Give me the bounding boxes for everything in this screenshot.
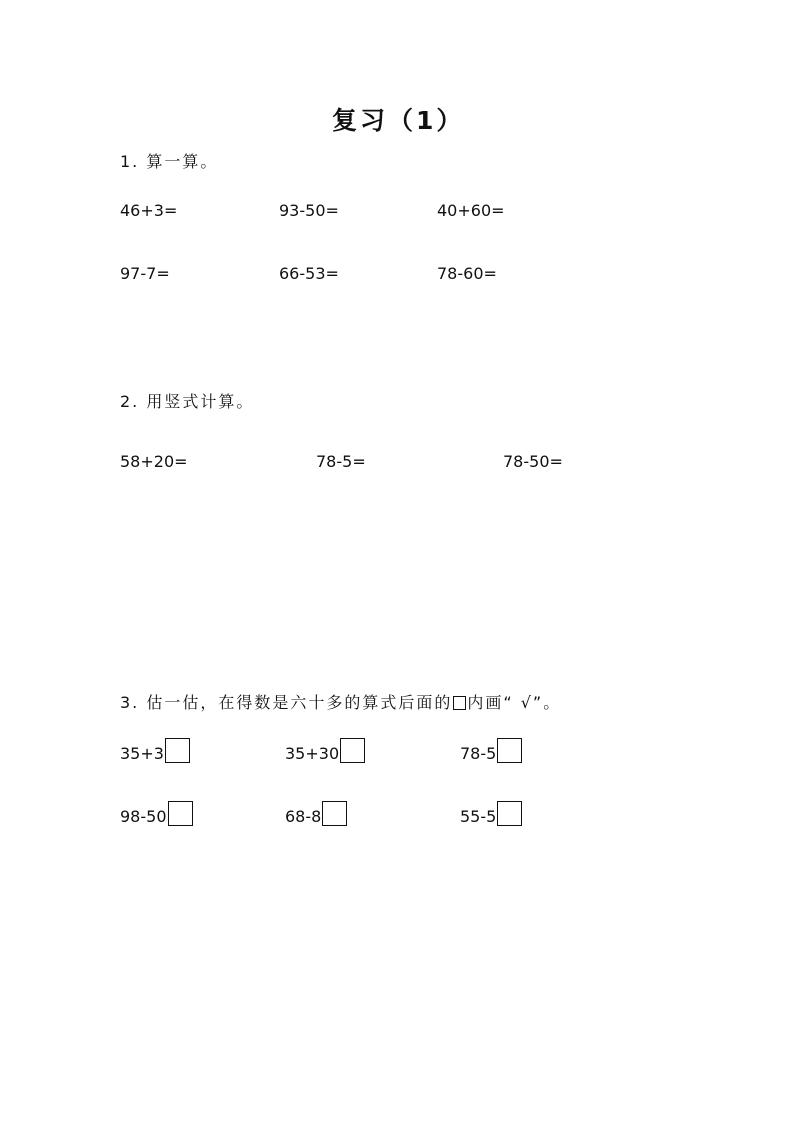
- q3-item-6: [460, 801, 522, 826]
- q3-problem-2: 35+30: [285, 744, 340, 763]
- answer-box[interactable]: [168, 801, 193, 826]
- answer-box[interactable]: [497, 801, 522, 826]
- q1-problem-5: 66-53=: [279, 264, 339, 283]
- q3-problem-6: 55-5: [460, 807, 497, 826]
- q3-problem-3: 78-5: [460, 744, 497, 763]
- q2-problem-3: 78-50=: [503, 452, 563, 471]
- q3-problem-1: 35+3: [120, 744, 164, 763]
- question-2-label: 2. 用竖式计算。: [120, 392, 255, 411]
- q1-problem-6: 78-60=: [437, 264, 497, 283]
- question-3-label: [120, 690, 561, 713]
- answer-box[interactable]: [165, 738, 190, 763]
- answer-box[interactable]: [322, 801, 347, 826]
- q1-problem-3: 40+60=: [437, 201, 505, 220]
- q3-item-4: [120, 801, 193, 826]
- q1-problem-4: 97-7=: [120, 264, 170, 283]
- q1-problem-1: 46+3=: [120, 201, 178, 220]
- q3-problem-4: 98-50: [120, 807, 167, 826]
- q3-item-3: [460, 738, 522, 763]
- q3-item-2: [285, 738, 365, 763]
- q2-problem-1: 58+20=: [120, 452, 188, 471]
- q3-item-5: [285, 801, 347, 826]
- answer-box[interactable]: [340, 738, 365, 763]
- q1-problem-2: 93-50=: [279, 201, 339, 220]
- q3-problem-5: 68-8: [285, 807, 322, 826]
- question-3-label-after: 内画“ √”。: [467, 693, 562, 712]
- q2-problem-2: 78-5=: [316, 452, 366, 471]
- question-1-label: 1. 算一算。: [120, 152, 219, 171]
- q3-item-1: [120, 738, 190, 763]
- answer-box[interactable]: [497, 738, 522, 763]
- question-3-label-before: 3. 估一估，在得数是六十多的算式后面的: [120, 693, 453, 712]
- inline-box-icon: [453, 696, 466, 710]
- page-title: 复习（1）: [332, 106, 465, 135]
